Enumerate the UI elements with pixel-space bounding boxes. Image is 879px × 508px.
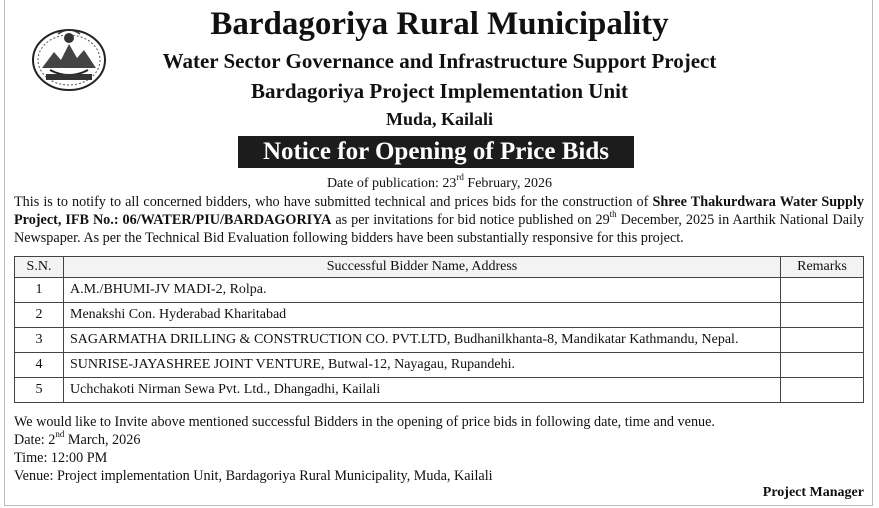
table-row [15, 353, 864, 378]
row-sn: 1 [15, 278, 64, 303]
row-sn: 5 [15, 378, 64, 403]
schedule-section [14, 413, 864, 485]
table-row [15, 278, 864, 303]
intro-paragraph: This is to notify to all concerned bidders, who have submitted technical and prices bids for the construction of Shree Thakurdwara Water Supply Project, IFB No.: 06/WATER/PIU/BARDAGORIYA as per invitations for bid notice published on 29th December, 2025 in Aarthik National Daily Newspaper. As per the Technical Bid Evaluation following bidders have been substantially responsive for this project. [14, 194, 864, 246]
notice-title-banner: Notice for Opening of Price Bids [238, 136, 634, 168]
column-header-bidder: Successful Bidder Name, Address [64, 257, 781, 278]
column-header-sn: S.N. [15, 257, 64, 278]
row-bidder: Menakshi Con. Hyderabad Kharitabad [64, 303, 781, 328]
row-bidder: A.M./BHUMI-JV MADI-2, Rolpa. [64, 278, 781, 303]
invite-text: We would like to Invite above mentioned successful Bidders in the opening of price bids in following date, time and venue. [14, 414, 715, 430]
opening-date: Date: 2nd March, 2026 [14, 429, 141, 448]
row-remarks [781, 353, 864, 378]
opening-time: Time: 12:00 PM [14, 450, 108, 466]
row-sn: 2 [15, 303, 64, 328]
table-row [15, 378, 864, 403]
column-header-remarks: Remarks [781, 257, 864, 278]
opening-venue: Venue: Project implementation Unit, Bardagoriya Rural Municipality, Muda, Kailali [14, 468, 493, 484]
row-remarks [781, 378, 864, 403]
row-bidder: Uchchakoti Nirman Sewa Pvt. Ltd., Dhangadhi, Kailali [64, 378, 781, 403]
project-title: Water Sector Governance and Infrastructure Support Project [162, 49, 717, 73]
project-ifb-reference: Shree Thakurdwara Water Supply Project, IFB No.: 06/WATER/PIU/BARDAGORIYA [14, 194, 864, 228]
municipality-title: Bardagoriya Rural Municipality [210, 6, 669, 42]
row-remarks [781, 328, 864, 353]
publication-date: Date of publication: 23rd February, 2026 [326, 172, 553, 191]
table-row [15, 328, 864, 353]
location-title: Muda, Kailali [385, 109, 493, 129]
bidders-table [14, 256, 864, 403]
row-remarks [781, 303, 864, 328]
row-sn: 3 [15, 328, 64, 353]
row-bidder: SUNRISE-JAYASHREE JOINT VENTURE, Butwal-12, Nayagau, Rupandehi. [64, 353, 781, 378]
row-sn: 4 [15, 353, 64, 378]
table-row [15, 303, 864, 328]
row-bidder: SAGARMATHA DRILLING & CONSTRUCTION CO. PVT.LTD, Budhanilkhanta-8, Mandikatar Kathmandu, Nepal. [64, 328, 781, 353]
row-remarks [781, 278, 864, 303]
signatory: Project Manager [762, 485, 864, 500]
unit-title: Bardagoriya Project Implementation Unit [251, 79, 628, 103]
table-header-row [15, 257, 864, 278]
